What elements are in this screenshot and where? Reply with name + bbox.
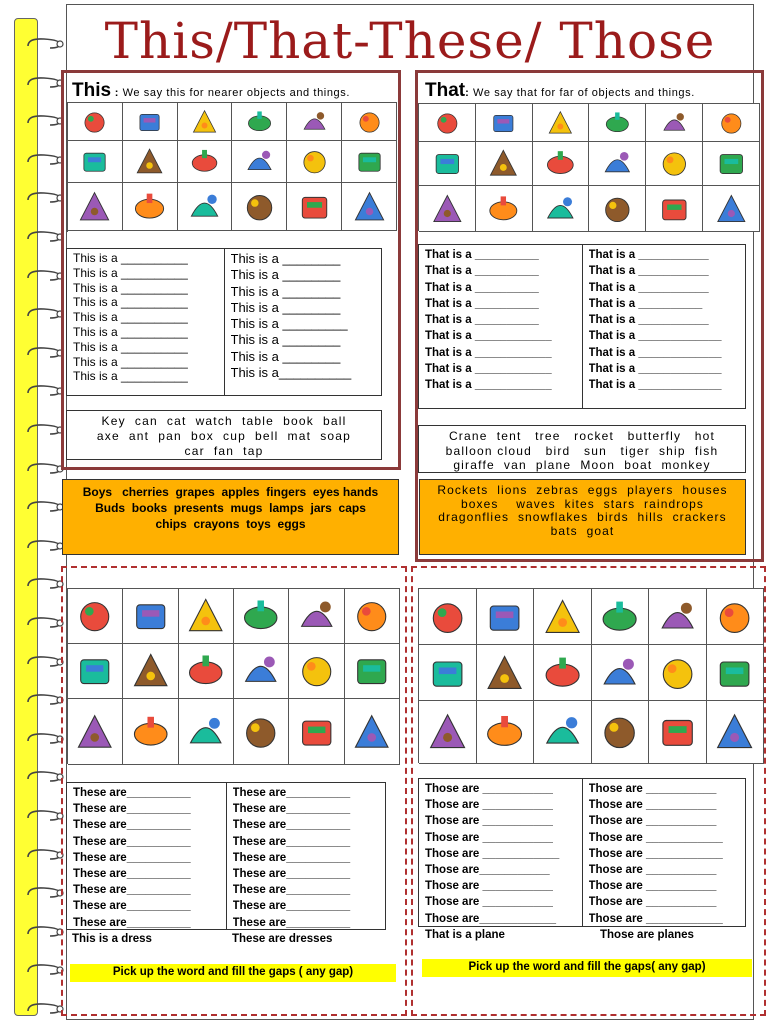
word-bank-line: balloon cloud bird sun tiger ship fish: [445, 443, 719, 458]
eggs-icon: [345, 699, 399, 764]
fan-icon: [123, 103, 177, 140]
sentence-line[interactable]: This is a__________: [230, 365, 352, 381]
sentence-line[interactable]: That is a __________: [588, 297, 703, 310]
sentence-line[interactable]: These are__________: [73, 916, 191, 929]
picture-cell: [649, 645, 707, 701]
this-colon: :: [111, 87, 123, 99]
sentence-line[interactable]: These are__________: [73, 868, 191, 881]
picture-cell: [68, 103, 123, 141]
sentence-line[interactable]: That is a _____________: [588, 363, 722, 376]
kites-icon: [534, 645, 591, 700]
binder-ring-icon: [26, 654, 66, 668]
picture-cell: [342, 103, 397, 141]
these-word-bank: [62, 479, 399, 555]
cat-icon: [232, 183, 286, 230]
binder-ring-icon: [26, 538, 66, 552]
sentence-line[interactable]: Those are ___________: [588, 896, 717, 909]
word-bank-line: giraffe van plane Moon boat monkey: [453, 458, 711, 472]
birds-icon: [477, 701, 534, 763]
sentence-line[interactable]: Those are ___________: [588, 880, 717, 893]
picture-cell: [287, 141, 342, 183]
word-bank-line: bats goat: [550, 523, 615, 538]
word-bank-line: Crane tent tree rocket butterfly hot: [448, 429, 716, 443]
picture-cell: [703, 104, 760, 142]
picture-cell: [534, 701, 592, 764]
these-sentence-col-2: [226, 783, 386, 929]
sentence-line[interactable]: These are__________: [232, 787, 351, 799]
binder-ring-icon: [26, 113, 66, 127]
page-title: This/That-These/ Those: [104, 12, 716, 70]
picture-cell: [289, 644, 344, 699]
picture-cell: [345, 699, 400, 765]
bird-icon: [646, 142, 702, 185]
lamps-icon: [345, 644, 399, 698]
monkey-icon: [419, 104, 475, 141]
plane-icon: [589, 104, 645, 141]
goat-icon: [707, 701, 764, 763]
those-instruction: Pick up the word and fill the gaps( any gap): [422, 959, 752, 977]
picture-cell: [287, 103, 342, 141]
sentence-line[interactable]: Those are____________: [425, 912, 557, 925]
toys-icon: [289, 699, 343, 764]
sentence-line[interactable]: These are__________: [232, 851, 351, 864]
sentence-line[interactable]: That is a ___________: [588, 265, 709, 278]
word-bank-line: car fan tap: [184, 444, 264, 458]
sentence-line[interactable]: Those are ___________: [425, 880, 553, 893]
sentence-line[interactable]: Those are ____________: [425, 847, 560, 860]
sentence-line[interactable]: That is a _____________: [588, 330, 722, 343]
sentence-line[interactable]: These are__________: [232, 835, 351, 848]
rocket-icon: [533, 186, 589, 231]
picture-cell: [345, 644, 400, 699]
binder-ring-icon: [26, 885, 66, 899]
sun-icon: [589, 142, 645, 185]
soap-icon: [232, 103, 286, 140]
ship-icon: [476, 142, 532, 185]
sentence-line[interactable]: That is a ____________: [425, 363, 552, 376]
binder-ring-icon: [26, 152, 66, 166]
picture-cell: [179, 699, 234, 765]
players-icon: [649, 589, 706, 644]
binder-ring-icon: [26, 345, 66, 359]
this-sentence-col-2: [224, 249, 382, 395]
sentence-line[interactable]: This is a ________: [230, 251, 341, 266]
binder-ring-icon: [26, 461, 66, 475]
zebras-icon: [534, 589, 591, 644]
cup-icon: [68, 141, 122, 182]
jars-icon: [68, 699, 122, 764]
picture-cell: [533, 142, 590, 186]
key-icon: [342, 183, 396, 230]
sentence-line[interactable]: These are__________: [232, 884, 351, 897]
these-sentence-box: [66, 782, 386, 930]
word-bank-line: boxes waves kites stars raindrops: [461, 496, 704, 511]
sentence-line[interactable]: This is a __________: [73, 251, 188, 265]
pan-icon: [178, 141, 232, 182]
fingers-icon: [289, 589, 343, 643]
picture-cell: [649, 701, 707, 764]
picture-cell: [534, 645, 592, 701]
binder-ring-icon: [26, 422, 66, 436]
picture-cell: [123, 644, 178, 699]
sentence-line[interactable]: Those are ___________: [588, 864, 717, 877]
picture-cell: [649, 589, 707, 645]
picture-cell: [477, 645, 535, 701]
that-colon: :: [465, 87, 474, 99]
word-bank-line: Buds books presents mugs lamps jars caps: [95, 501, 366, 515]
picture-cell: [589, 142, 646, 186]
this-rule: We say this for nearer objects and things.: [122, 87, 351, 99]
picture-cell: [342, 183, 397, 231]
binder-ring-icon: [26, 731, 66, 745]
sentence-line[interactable]: That is a __________: [425, 249, 539, 261]
picture-cell: [234, 699, 289, 765]
picture-cell: [232, 141, 287, 183]
giraffe-icon: [703, 104, 759, 141]
sentence-line[interactable]: That is a __________: [425, 314, 539, 327]
picture-cell: [234, 644, 289, 699]
those-sentence-box: [418, 778, 746, 927]
cherries-icon: [123, 589, 177, 643]
picture-cell: [345, 589, 400, 644]
sentence-line[interactable]: That is a ____________: [425, 346, 552, 359]
books-icon: [179, 644, 233, 698]
these-image-grid: [67, 588, 400, 764]
sentence-line[interactable]: That is a __________: [425, 265, 539, 278]
picture-cell: [646, 142, 703, 186]
car-icon: [178, 103, 232, 140]
binder-ring-icon: [26, 190, 66, 204]
sentence-line[interactable]: That is a _____________: [588, 346, 722, 359]
this-heading: This: [72, 80, 112, 101]
binder-ring-icon: [26, 1001, 66, 1015]
ant-icon: [232, 141, 286, 182]
picture-cell: [342, 141, 397, 183]
bell-icon: [342, 103, 396, 140]
that-sentence-col-2: [582, 245, 746, 408]
picture-cell: [178, 141, 233, 183]
picture-cell: [707, 701, 765, 764]
sentence-line[interactable]: Those are ___________: [588, 815, 717, 828]
these-example-left: This is a dress: [72, 933, 152, 945]
picture-cell: [476, 142, 533, 186]
word-bank-line: chips crayons toys eggs: [155, 517, 306, 531]
picture-cell: [477, 701, 535, 764]
those-image-grid: [418, 588, 764, 763]
picture-cell: [68, 699, 123, 765]
sentence-line[interactable]: Those are ___________: [588, 783, 717, 795]
mugs-icon: [289, 644, 343, 698]
sentence-line[interactable]: This is a ________: [230, 283, 341, 299]
box-icon: [123, 141, 177, 182]
binder-ring-icon: [26, 229, 66, 243]
sentence-line[interactable]: This is a __________: [73, 354, 188, 369]
chips-icon: [179, 699, 233, 764]
moon-icon: [533, 104, 589, 141]
boat-icon: [476, 104, 532, 141]
sentence-line[interactable]: These are__________: [73, 787, 191, 799]
picture-cell: [707, 645, 765, 701]
picture-cell: [68, 141, 123, 183]
these-sentence-col-1: [67, 783, 226, 929]
picture-cell: [123, 183, 178, 231]
eyes-icon: [345, 589, 399, 643]
book-icon: [68, 183, 122, 230]
picture-cell: [179, 644, 234, 699]
this-sentence-box: [66, 248, 382, 396]
picture-cell: [123, 103, 178, 141]
that-sentence-box: [418, 244, 746, 409]
sentence-line[interactable]: This is a __________: [73, 265, 188, 280]
sentence-line[interactable]: That is a ___________: [588, 281, 709, 294]
sentence-line[interactable]: This is a __________: [73, 369, 188, 384]
picture-cell: [419, 104, 476, 142]
those-sentence-col-2: [582, 779, 746, 926]
boxes-icon: [419, 645, 476, 700]
picture-cell: [534, 589, 592, 645]
sentence-line[interactable]: These are__________: [73, 851, 191, 864]
those-sentence-col-1: [419, 779, 582, 926]
binder-ring-icon: [26, 268, 66, 282]
sentence-line[interactable]: Those are ___________: [588, 799, 717, 812]
picture-cell: [232, 103, 287, 141]
picture-cell: [419, 701, 477, 764]
picture-cell: [707, 589, 765, 645]
eggs-nest-icon: [592, 589, 649, 644]
picture-cell: [123, 699, 178, 765]
this-word-bank: [66, 410, 382, 460]
sentence-line[interactable]: This is a __________: [73, 324, 188, 339]
sentence-line[interactable]: That is a __________: [425, 297, 539, 310]
tiger-icon: [533, 142, 589, 185]
balloon-icon: [419, 186, 475, 231]
picture-cell: [592, 645, 650, 701]
sentence-line[interactable]: That is a ___________: [588, 249, 709, 261]
picture-cell: [178, 183, 233, 231]
houses-icon: [707, 589, 764, 644]
dragonflies-icon: [707, 645, 764, 700]
apples-icon: [234, 589, 288, 643]
rockets-icon: [419, 589, 476, 644]
tent-icon: [646, 186, 702, 231]
word-bank-line: dragonflies snowflakes birds hills crackers: [438, 510, 727, 524]
sentence-line[interactable]: This is a ________: [230, 299, 341, 315]
binder-ring-icon: [26, 306, 66, 320]
grapes-icon: [179, 589, 233, 643]
picture-cell: [533, 186, 590, 232]
buds-icon: [123, 644, 177, 698]
sentence-line[interactable]: This is a ________: [230, 267, 341, 283]
fish-icon: [419, 142, 475, 185]
picture-cell: [592, 589, 650, 645]
binder-ring-icon: [26, 924, 66, 938]
caps-icon: [123, 699, 177, 764]
picture-cell: [289, 589, 344, 644]
picture-cell: [703, 142, 760, 186]
picture-cell: [477, 589, 535, 645]
word-bank-line: Boys cherries grapes apples fingers eyes hands: [82, 485, 379, 499]
sentence-line[interactable]: This is a __________: [73, 280, 188, 295]
binder-ring-icon: [26, 847, 66, 861]
bats-icon: [649, 701, 706, 763]
binder-ring-icon: [26, 962, 66, 976]
picture-cell: [419, 589, 477, 645]
presents-icon: [234, 644, 288, 698]
book-icon: [287, 103, 341, 140]
picture-cell: [476, 104, 533, 142]
binder-ring-icon: [26, 383, 66, 397]
picture-cell: [646, 186, 703, 232]
binder-ring-icon: [26, 808, 66, 822]
picture-cell: [68, 644, 123, 699]
sentence-line[interactable]: These are__________: [232, 868, 351, 881]
picture-cell: [419, 186, 476, 232]
sentence-line[interactable]: That is a ____________: [425, 330, 552, 343]
picture-cell: [646, 104, 703, 142]
that-word-bank: [418, 425, 746, 473]
picture-cell: [419, 645, 477, 701]
sentence-line[interactable]: Those are ____________: [588, 847, 723, 860]
sentence-line[interactable]: These are__________: [73, 835, 191, 848]
sentence-line[interactable]: These are__________: [73, 803, 191, 816]
word-bank-line: Key can cat watch table book ball: [101, 414, 347, 428]
sentence-line[interactable]: This is a ________: [230, 332, 341, 348]
sentence-line[interactable]: This is a _________: [230, 316, 348, 332]
ball-icon: [342, 141, 396, 182]
binder-ring-icon: [26, 75, 66, 89]
watering-can-icon: [287, 183, 341, 230]
tree-icon: [589, 186, 645, 231]
sentence-line[interactable]: This is a ________: [230, 348, 341, 364]
those-example-right: Those are planes: [600, 929, 694, 941]
picture-cell: [703, 186, 760, 232]
picture-cell: [179, 589, 234, 644]
binder-ring-icon: [26, 769, 66, 783]
hills-icon: [534, 701, 591, 763]
binder-ring-icon: [26, 615, 66, 629]
sentence-line[interactable]: That is a ___________: [588, 314, 709, 327]
lions-icon: [477, 589, 534, 644]
this-sentence-col-1: [67, 249, 224, 395]
picture-cell: [232, 183, 287, 231]
sentence-line[interactable]: That is a __________: [425, 281, 539, 294]
binder-ring-icon: [26, 692, 66, 706]
picture-cell: [589, 186, 646, 232]
sentence-line[interactable]: Those are ___________: [425, 799, 553, 812]
picture-cell: [476, 186, 533, 232]
sentence-line[interactable]: Those are ____________: [588, 831, 723, 844]
binder-strip: [14, 18, 38, 1016]
butterfly-icon: [476, 186, 532, 231]
sentence-line[interactable]: Those are ___________: [425, 831, 553, 844]
sentence-line[interactable]: This is a __________: [73, 310, 188, 325]
that-image-grid: [418, 103, 760, 231]
that-sentence-col-1: [419, 245, 582, 408]
hands-icon: [68, 644, 122, 698]
binder-ring-icon: [26, 576, 66, 590]
picture-cell: [68, 183, 123, 231]
word-bank-line: Rockets lions zebras eggs players houses: [437, 483, 728, 497]
that-rule: We say that for far of objects and things.: [473, 87, 695, 99]
crane-icon: [703, 186, 759, 231]
this-image-grid: [67, 102, 397, 232]
sentence-line[interactable]: These are__________: [232, 916, 351, 929]
van-icon: [646, 104, 702, 141]
picture-cell: [123, 589, 178, 644]
picture-cell: [289, 699, 344, 765]
sentence-line[interactable]: These are__________: [232, 803, 351, 816]
table-icon: [123, 183, 177, 230]
sentence-line[interactable]: Those are___________: [425, 864, 550, 877]
picture-cell: [592, 701, 650, 764]
fox-icon: [68, 103, 122, 140]
picture-cell: [533, 104, 590, 142]
sentence-line[interactable]: These are__________: [73, 884, 191, 897]
sentence-line[interactable]: These are__________: [73, 819, 191, 832]
word-bank-line: axe ant pan box cup bell mat soap: [96, 429, 352, 443]
picture-cell: [178, 103, 233, 141]
sentence-line[interactable]: Those are ____________: [588, 912, 723, 925]
sentence-line[interactable]: These are__________: [73, 900, 191, 913]
sentence-line[interactable]: That is a ____________: [425, 379, 552, 392]
raindrops-icon: [649, 645, 706, 700]
picture-cell: [589, 104, 646, 142]
that-heading: That: [425, 80, 466, 101]
sentence-line[interactable]: This is a __________: [73, 295, 188, 310]
boys-icon: [68, 589, 122, 643]
that-heading-row: [425, 80, 695, 102]
this-heading-row: [72, 80, 350, 102]
picture-cell: [419, 142, 476, 186]
those-word-bank: [419, 479, 746, 555]
sentence-line[interactable]: These are__________: [232, 900, 351, 913]
these-example-right: These are dresses: [232, 933, 333, 945]
sentence-line[interactable]: This is a __________: [73, 339, 188, 354]
crackers-icon: [592, 701, 649, 763]
binder-ring-icon: [26, 499, 66, 513]
watch-icon: [178, 183, 232, 230]
axe-icon: [287, 141, 341, 182]
snowflakes-icon: [419, 701, 476, 763]
sentence-line[interactable]: Those are ___________: [425, 896, 553, 909]
picture-cell: [68, 589, 123, 644]
waves-icon: [477, 645, 534, 700]
picture-cell: [123, 141, 178, 183]
these-instruction: Pick up the word and fill the gaps ( any gap): [70, 964, 396, 982]
picture-cell: [287, 183, 342, 231]
those-example-left: That is a plane: [425, 929, 505, 941]
cloud-icon: [703, 142, 759, 185]
sentence-line[interactable]: These are__________: [232, 819, 351, 832]
picture-cell: [234, 589, 289, 644]
stars-icon: [592, 645, 649, 700]
sentence-line[interactable]: That is a _____________: [588, 379, 722, 392]
sentence-line[interactable]: Those are ___________: [425, 783, 553, 795]
crayons-icon: [234, 699, 288, 764]
sentence-line[interactable]: Those are ___________: [425, 815, 553, 828]
